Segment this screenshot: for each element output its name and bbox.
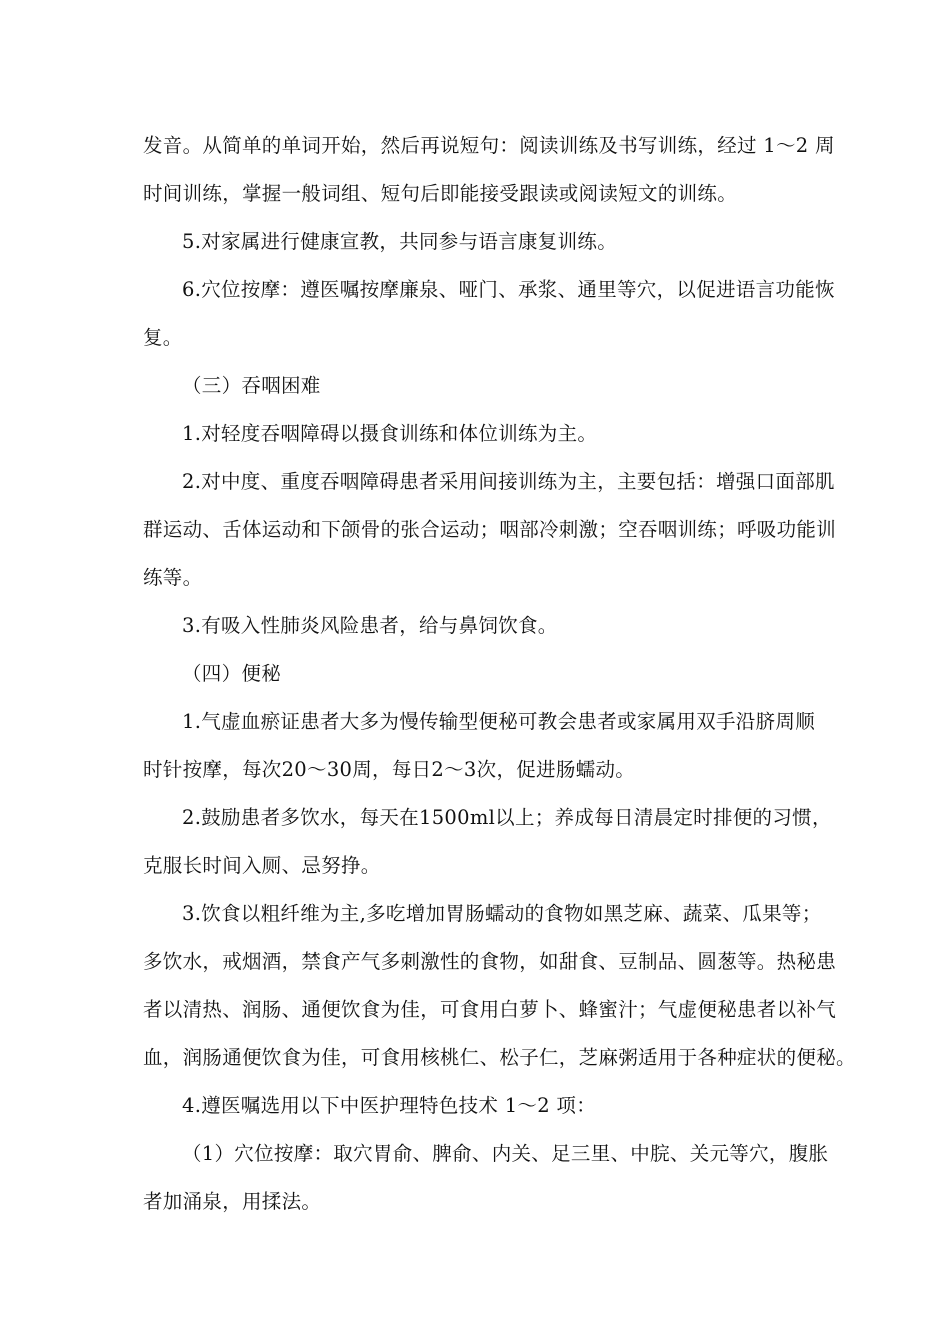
text-line: 群运动、舌体运动和下颌骨的张合运动；咽部冷刺激；空吞咽训练；呼吸功能训 [143,518,837,541]
text-line: 者加涌泉，用揉法。 [143,1190,322,1213]
text-line: 2.鼓励患者多饮水，每天在1500ml以上；养成每日清晨定时排便的习惯， [182,806,832,829]
text-line: 发音。从简单的单词开始，然后再说短句：阅读训练及书写训练，经过 1～2 周 [143,134,835,157]
text-line: 1.对轻度吞咽障碍以摄食训练和体位训练为主。 [182,422,598,445]
text-line: 6.穴位按摩：遵医嘱按摩廉泉、哑门、承浆、通里等穴，以促进语言功能恢 [182,278,835,301]
text-line: 5.对家属进行健康宣教，共同参与语言康复训练。 [182,230,618,253]
text-line: 1.气虚血瘀证患者大多为慢传输型便秘可教会患者或家属用双手沿脐周顺 [182,710,816,733]
text-line: 3.饮食以粗纤维为主,多吃增加胃肠蠕动的食物如黑芝麻、蔬菜、瓜果等； [182,902,822,925]
text-line: 复。 [143,326,183,349]
text-line: 2.对中度、重度吞咽障碍患者采用间接训练为主，主要包括：增强口面部肌 [182,470,835,493]
section-heading: （四）便秘 [182,662,282,685]
text-line: 练等。 [143,566,203,589]
text-line: 多饮水，戒烟酒，禁食产气多刺激性的食物，如甜食、豆制品、圆葱等。热秘患 [143,950,837,973]
text-line: 时针按摩，每次20～30周，每日2～3次，促进肠蠕动。 [143,758,636,781]
text-line: 血，润肠通便饮食为佳，可食用核桃仁、松子仁，芝麻粥适用于各种症状的便秘。 [143,1046,856,1069]
text-line: 4.遵医嘱选用以下中医护理特色技术 1～2 项： [182,1094,597,1117]
text-line: （1）穴位按摩：取穴胃俞、脾俞、内关、足三里、中脘、关元等穴，腹胀 [182,1142,829,1165]
text-line: 克服长时间入厕、忌努挣。 [143,854,381,877]
text-line: 时间训练，掌握一般词组、短句后即能接受跟读或阅读短文的训练。 [143,182,738,205]
text-line: 3.有吸入性肺炎风险患者，给与鼻饲饮食。 [182,614,558,637]
section-heading: （三）吞咽困难 [182,374,321,397]
text-line: 者以清热、润肠、通便饮食为佳，可食用白萝卜、蜂蜜汁；气虚便秘患者以补气 [143,998,837,1021]
